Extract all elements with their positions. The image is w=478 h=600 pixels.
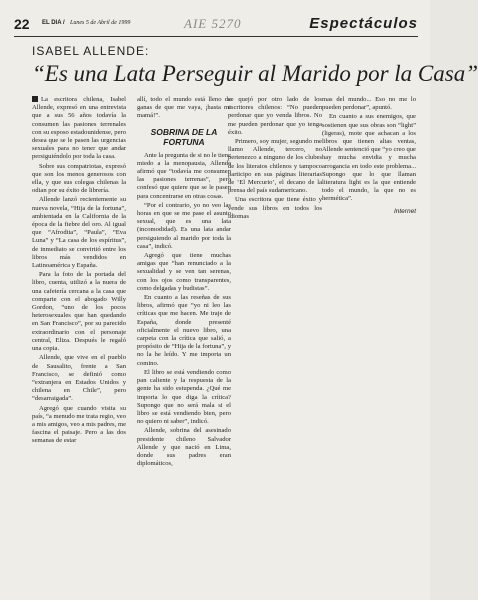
bullet-square-icon [32, 96, 38, 102]
archive-stamp: AIE 5270 [184, 16, 242, 31]
publication-date: Lunes 5 de Abril de 1999 [70, 20, 131, 26]
paragraph: Allende, sobrina del asesinado presidente chileno Salvador Allende y que nació en Lima, donde sus padres eran diplomáticos, [137, 427, 231, 468]
article-column-2 [137, 96, 231, 469]
paragraph: El libro se está vendiendo como pan caliente y la respuesta de la gente ha sido estupenda. ¿Qué me importa lo que diga la crítica? Supongo que no será mala si el libro se está vendiendo bien, pero no quiero ni saber”, indicó. [137, 368, 231, 426]
paragraph: Agregó que tiene muchas amigas que “han renunciado a la sexualidad y se ven tan serenas, con los ojos como transparentes, como delgadas y budistas”. [137, 252, 231, 292]
paragraph: Sobre sus compatriotas, expresó que son los menos generosos con ella, y que sus colegas chilenas la odian por su éxito de librería. [32, 162, 126, 195]
headline: “Es una Lata Perseguir al Marido por la Casa” [32, 61, 478, 86]
paragraph: mas del mundo... Eso no me lo pueden perdonar”, apuntó. [322, 96, 416, 112]
paragraph: allí, todo el mundo está lleno de ganas de que me vaya, ¡hasta mi mamá!”. [137, 96, 231, 120]
paragraph: Una escritora que tiene éxito y vende sus libros en todos los idiomas [228, 196, 322, 220]
paragraph: se quejó por otro lado de los escritores chilenos: “No pueden perdonar que yo venda libros. No me pueden perdonar que yo tenga éxito. [228, 96, 322, 136]
paragraph: En cuanto a las reseñas de sus libros, afirmó que “yo ni leo las críticas que me hacen. Me traje de España, donde presenté oficialmente el nuevo libro, una carpeta con la crítica que salió, a propósito de “Hija de la fortuna”, y no la he leído. Y me importa un comino. [137, 294, 231, 367]
kicker: ISABEL ALLENDE: [32, 44, 150, 58]
paragraph: Ante la pregunta de si no le tiene miedo a la menopausia, Allende afirmó que “todavía me consumen las pasiones terrenas”, pero confesó que quiere que se le pasen para concentrarse en otras cosas. [137, 151, 231, 200]
newspaper-name: EL DIA / [42, 20, 65, 26]
article-column-1 [32, 96, 126, 447]
paragraph: Primero, soy mujer, segundo me llamo Allende, tercero, no pertenezco a ninguno de los clubes de los literatos chilenos y tampoco participo en sus páginas literarias de ‘El Mercurio’, el decano de la prensa del país sudamericano. [228, 138, 322, 195]
paragraph: Allende, que vive en el pueblo de Sausalito, frente a San Francisco, se definió como “extranjera en Estados Unidos y chilena en Chile”, pero “desarraigada”. [32, 354, 126, 403]
paragraph: Allende lanzó recientemente su nueva novela, “Hija de la fortuna”, ambientada en la California de la época de la fiebre del oro. Al igual que “Afrodita”, “Paula”, “Eva Luna” y “La casa de los espíritus”, de inmediato se convirtió entre los libros más vendidos en Latinoamérica y España. [32, 196, 126, 270]
paragraph-text: La escritora chilena, Isabel Allende, expresó en una entrevista que a sus 56 años todavía la consumen las pasiones terrenales con su esposo estadounidense, pero desea que se le pasen las urgencias sexuales para no tener que andar persiguiéndolo por toda la casa. [32, 96, 126, 161]
paragraph: “Por el contrario, yo no veo las horas en que se me pase el asunto sexual, que es una lata (incomodidad). Es una lata andar persiguiendo al marido por toda la casa”, indicó. [137, 201, 231, 250]
paragraph: En cuanto a sus enemigos, que sostienen que sus obras son “light” (ligeras), mote que achacan a los libros que tienen altas ventas, Allende sentenció que “yo creo que hay mucha envidia y mucha arrogancia en todo este problema... Supongo que lo que llaman literatura light es la que entiende todo el mundo, la que no es hermética”. [322, 113, 416, 203]
page-header [14, 14, 418, 37]
paragraph: Para la foto de la portada del libro, cuenta, utilizó a la nuera de una cafetería cercana a la casa que comparte con el abogado Willy Gordon, “uno de los pocos heterosexuales que han quedando en San Francisco”, por su parecido extraordinario con el personaje central, Eliza. Después le regaló una copia. [32, 271, 126, 353]
article-column-3 [228, 96, 322, 222]
article-column-4 [322, 96, 416, 215]
paragraph: Agregó que cuando visita su país, “a menudo me trata regio, veo a mis amigos, veo a mis padres, me fascina el paisaje. Pero a las dos semanas de estar [32, 404, 126, 445]
source-credit: Internet [393, 207, 416, 215]
paragraph [32, 96, 126, 162]
page-number: 22 [14, 16, 30, 32]
subhead: SOBRINA DE LA FORTUNA [150, 126, 218, 147]
section-title: Espectáculos [309, 15, 418, 32]
